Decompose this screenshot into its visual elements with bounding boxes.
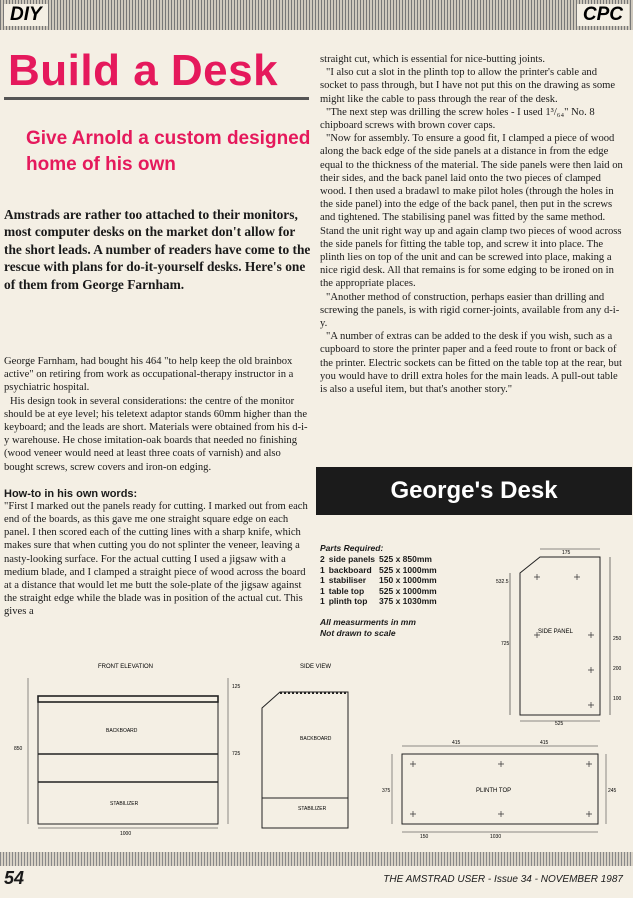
svg-text:FRONT ELEVATION: FRONT ELEVATION [98, 664, 154, 670]
svg-text:200: 200 [613, 666, 622, 672]
svg-text:245: 245 [608, 788, 617, 794]
svg-text:125: 125 [232, 684, 241, 690]
svg-text:725: 725 [501, 641, 510, 647]
table-row: 1 stabiliser 150 x 1000mm [320, 575, 437, 585]
svg-text:850: 850 [14, 746, 23, 752]
table-row: 1 plinth top 375 x 1030mm [320, 596, 437, 606]
table-row: 2 side panels 525 x 850mm [320, 554, 432, 564]
svg-text:SIDE VIEW: SIDE VIEW [300, 664, 332, 670]
table-row: 1 backboard 525 x 1000mm [320, 564, 437, 575]
svg-text:SIDE PANEL: SIDE PANEL [538, 629, 573, 635]
footer-bar [0, 852, 633, 866]
body-paragraph: "First I marked out the panels ready for cutting. I marked out from each end of the boards, as this gave me one straight square edge on each panel. I then scored each of the cutting lines with a sharp knife, which makes sure that when cutting you do not splinter the veneer, leaving a nasty-looking surface. For the actual cutting I used a jigsaw with a medium blade, and I clamped a straight piece of wood across the board at a distance that would let me butt the sole-plate of the jigsaw against the straight edge while the blade was in position of the actual cut. This gives a [4, 500, 308, 618]
body-paragraph: "Another method of construction, perhaps easier than drilling and screwing the panels, is with rigid corner-joints, available from any d-i-y. [320, 291, 620, 330]
svg-text:1000: 1000 [120, 831, 132, 836]
body-paragraph: straight cut, which is essential for nice-butting joints. [320, 54, 546, 65]
article-title: Build a Desk [8, 46, 279, 95]
svg-text:725: 725 [232, 751, 241, 757]
body-paragraph: His design took in several considerations: the centre of the monitor should be at eye level; his teletext adaptor stands 60mm higher than the keyboard; and the leads are short. Materials were obtained from his d-i-y warehouse. He chose imitation-oak boards that needed no finishing (wood veneer would need at least three coats of varnish) and also bought screws, screw covers and iron-on edging. [4, 395, 308, 473]
side-view-drawing [250, 660, 365, 836]
body-paragraph: "A number of extras can be added to the desk if you wish, such as a cupboard to store the printer paper and a feed route to front or back of the printer. Electric sockets can be fitted on the table top at the rear, but you would have to drill extra holes for the main leads. A pull-out table is also a useful item, but that's another story." [320, 331, 622, 396]
body-paragraph: "The next step was drilling the screw holes - I used 1³/₆₄" No. 8 chipboard screws with brown cover caps. [320, 106, 595, 132]
svg-text:1030: 1030 [490, 834, 502, 840]
side-panel-drawing [470, 545, 630, 725]
box-title: George's Desk [316, 467, 632, 515]
parts-list [320, 543, 441, 607]
title-underline [4, 97, 309, 100]
svg-text:100: 100 [613, 696, 622, 702]
side-panel-outline [520, 557, 600, 715]
body-paragraph: "I also cut a slot in the plinth top to allow the printer's cable and socket to pass through, but I have not put this on the drawing as some might like the cable to pass through the rear of the desk. [320, 67, 616, 105]
front-elevation-drawing [6, 660, 246, 836]
svg-text:525: 525 [555, 721, 564, 725]
svg-text:BACKBOARD: BACKBOARD [106, 728, 138, 734]
body-paragraph: "Now for assembly. To ensure a good fit, I clamped a piece of wood along the back edge of the side panels at a distance in from the edge equal to the thickness of the material. The side panels were then laid on their sides, and the back panel laid onto the two pieces of clamped wood. I then used a bradawl to make pilot holes (through the holes in the side panel) into the edge of the back panel, then put in the screws and tightened. The stabilising panel was fitted by the same method. Stand the unit right way up and again clamp two pieces of wood across the side panels for fitting the table top, and screw it into place. The plinth lies on top of the unit and can be screwed into place, making a nice rigid desk. All that remains is for some edging to be ironed on in the appropriate places. [320, 133, 623, 290]
svg-text:BACKBOARD: BACKBOARD [300, 736, 332, 742]
svg-text:PLINTH TOP: PLINTH TOP [476, 788, 512, 794]
subheading: How-to in his own words: [4, 487, 138, 500]
svg-text:150: 150 [420, 834, 429, 840]
svg-text:532.5: 532.5 [496, 579, 509, 585]
header-bar [0, 0, 633, 30]
svg-text:375: 375 [382, 788, 391, 794]
section-label: DIY [4, 4, 48, 26]
svg-text:STABILIZER: STABILIZER [110, 801, 139, 807]
table-row: 1 table top 525 x 1000mm [320, 585, 437, 596]
intro-paragraph: Amstrads are rather too attached to their monitors, most computer desks on the market don't allow for the short leads. A number of readers have come to the rescue with plans for do-it-yourself desks. Here's one of them from George Farnham. [4, 207, 311, 292]
measure-note: All measurments in mm Not drawn to scale [320, 617, 416, 638]
svg-text:STABILIZER: STABILIZER [298, 806, 327, 812]
svg-text:415: 415 [452, 740, 461, 746]
body-paragraph: George Farnham, had bought his 464 "to help keep the old brainbox active" on retiring from work as occupational-therapy instructor in a psychiatric hospital. [4, 356, 294, 394]
parts-table [320, 554, 441, 607]
page-number: 54 [4, 868, 25, 888]
right-column [320, 53, 626, 396]
platform-label: CPC [577, 4, 629, 26]
left-column [4, 355, 310, 619]
footer-credit: THE AMSTRAD USER - Issue 34 - NOVEMBER 1987 [383, 874, 623, 885]
svg-text:175: 175 [562, 550, 571, 556]
svg-text:415: 415 [540, 740, 549, 746]
plinth-top-drawing [380, 740, 630, 840]
parts-heading: Parts Required: [320, 543, 384, 553]
article-subtitle: Give Arnold a custom designed home of his own [26, 128, 311, 175]
svg-text:250: 250 [613, 636, 622, 642]
